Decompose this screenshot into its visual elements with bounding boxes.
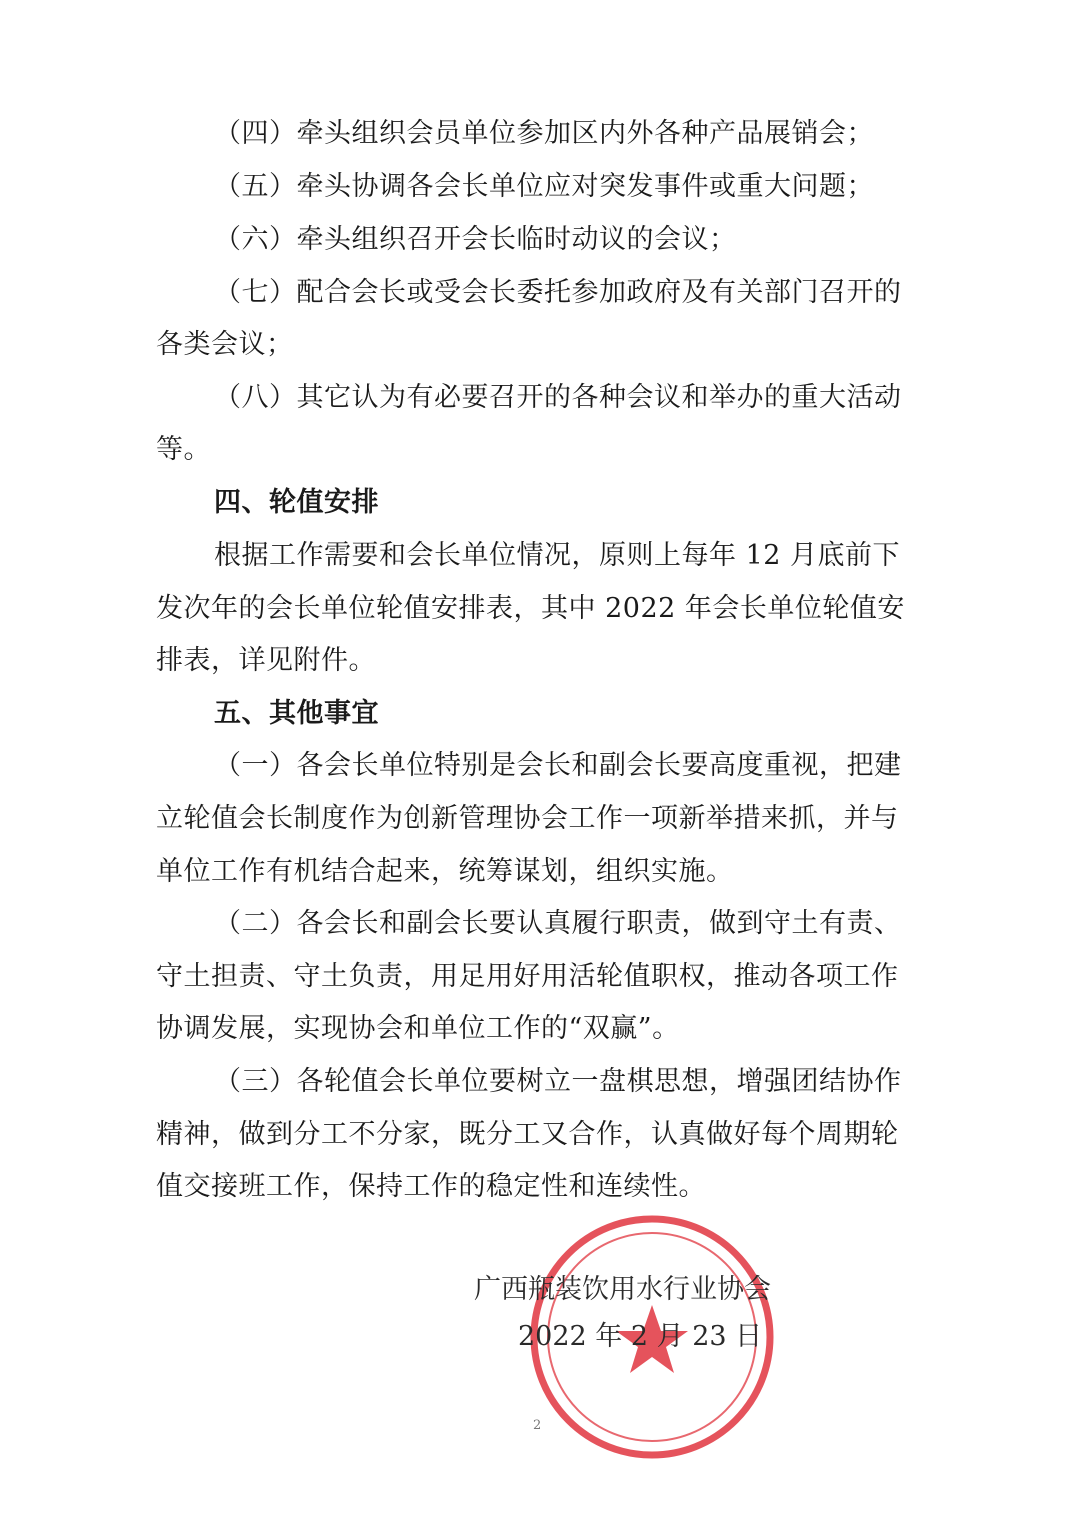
clause-6: （六）牵头组织召开会长临时动议的会议； bbox=[214, 224, 737, 255]
rotation-paragraph-line-2: 发次年的会长单位轮值安排表，其中 2022 年会长单位轮值安 bbox=[156, 593, 905, 624]
other-item-2-line-3: 协调发展，实现协会和单位工作的“双赢”。 bbox=[156, 1013, 680, 1044]
other-item-2-line-2: 守土担责、守土负责，用足用好用活轮值职权，推动各项工作 bbox=[156, 961, 899, 992]
other-item-3-line-2: 精神，做到分工不分家，既分工又合作，认真做好每个周期轮 bbox=[156, 1119, 899, 1150]
clause-7: （七）配合会长或受会长委托参加政府及有关部门召开的 bbox=[214, 277, 902, 308]
other-item-3-line-3: 值交接班工作，保持工作的稳定性和连续性。 bbox=[156, 1171, 706, 1202]
other-item-1-line-2: 立轮值会长制度作为创新管理协会工作一项新举措来抓，并与 bbox=[156, 803, 899, 834]
clause-8: （八）其它认为有必要召开的各种会议和举办的重大活动 bbox=[214, 382, 902, 413]
clause-4: （四）牵头组织会员单位参加区内外各种产品展销会； bbox=[214, 118, 874, 149]
clause-7-continued: 各类会议； bbox=[156, 329, 294, 360]
clause-5: （五）牵头协调各会长单位应对突发事件或重大问题； bbox=[214, 171, 874, 202]
rotation-paragraph-line-1: 根据工作需要和会长单位情况，原则上每年 12 月底前下 bbox=[214, 540, 901, 571]
other-item-1-line-1: （一）各会长单位特别是会长和副会长要高度重视，把建 bbox=[214, 750, 902, 781]
rotation-paragraph-line-3: 排表，详见附件。 bbox=[156, 645, 376, 676]
page-number: 2 bbox=[533, 1418, 542, 1433]
section-heading-rotation: 四、轮值安排 bbox=[214, 487, 379, 518]
section-heading-other: 五、其他事宜 bbox=[214, 698, 379, 729]
clause-8-continued: 等。 bbox=[156, 434, 211, 465]
other-item-2-line-1: （二）各会长和副会长要认真履行职责，做到守土有责、 bbox=[214, 908, 902, 939]
signature-date: 2022 年 2 月 23 日 bbox=[518, 1321, 763, 1352]
other-item-1-line-3: 单位工作有机结合起来，统筹谋划，组织实施。 bbox=[156, 856, 734, 887]
other-item-3-line-1: （三）各轮值会长单位要树立一盘棋思想，增强团结协作 bbox=[214, 1066, 902, 1097]
signature-organization: 广西瓶装饮用水行业协会 bbox=[474, 1274, 771, 1305]
